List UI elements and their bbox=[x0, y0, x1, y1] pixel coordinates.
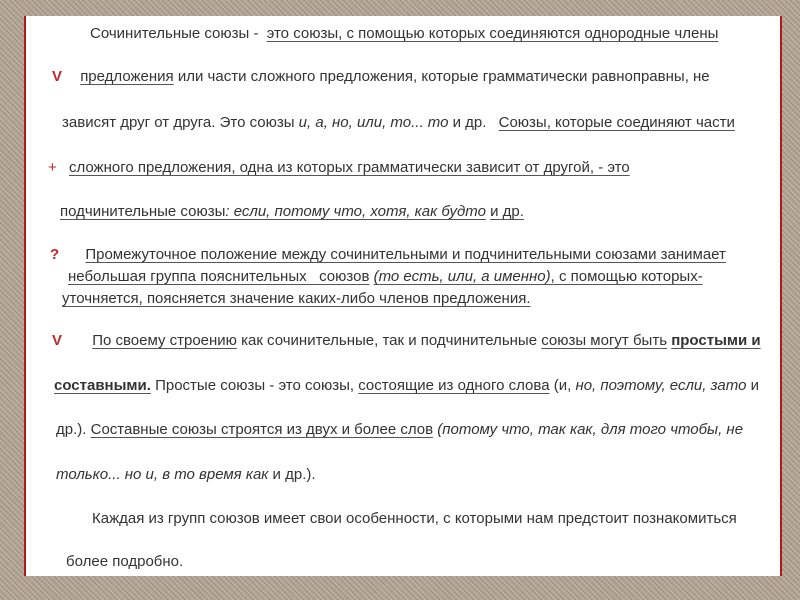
text-line bbox=[48, 159, 630, 177]
underlined-text: уточняется, поясняется значение каких-либо членов предложения. bbox=[62, 290, 531, 307]
bold-term: простыми и bbox=[671, 332, 761, 349]
text-line bbox=[66, 553, 183, 571]
examples-italic: (то есть, или, а именно) bbox=[373, 268, 551, 285]
v-marker: V bbox=[52, 332, 63, 349]
underlined-text: сложного предложения, одна из которых грамматически зависит от другой, - это bbox=[68, 159, 630, 176]
text-line bbox=[56, 421, 743, 439]
term-subordinating-conjunctions: подчинительные союзы bbox=[60, 203, 226, 220]
underlined-text: Составные союзы строятся из двух и более слов bbox=[90, 421, 434, 438]
text-line bbox=[68, 268, 703, 286]
text-line bbox=[92, 510, 737, 528]
definition-text: это союзы, с помощью которых соединяются однородные члены bbox=[266, 25, 719, 42]
plain-text: как сочинительные, так и подчинительные bbox=[241, 332, 538, 349]
plain-text: и др. bbox=[452, 114, 487, 131]
examples-italic: но, поэтому, если, зато bbox=[575, 377, 747, 394]
underlined-text: Союзы, которые соединяют части bbox=[498, 114, 735, 131]
bold-term: составными. bbox=[54, 377, 151, 394]
underlined-text: Промежуточное положение между сочинительными и подчинительными союзами занимает bbox=[85, 246, 726, 263]
underlined-text: По своему строению bbox=[92, 332, 237, 349]
examples-italic: : если, потому что, хотя, как будто bbox=[225, 203, 486, 220]
plain-text: и bbox=[750, 377, 759, 394]
plus-marker: + bbox=[48, 159, 57, 176]
plain-text: Простые союзы - это союзы, bbox=[155, 377, 355, 394]
plain-text: др.). bbox=[56, 421, 87, 438]
examples-italic: (потому что, так как, для того чтобы, не bbox=[437, 421, 744, 438]
plain-text: и др.). bbox=[272, 466, 316, 483]
text-line bbox=[62, 114, 735, 132]
examples-italic: и, а, но, или, то... то bbox=[298, 114, 449, 131]
text-line bbox=[52, 68, 710, 86]
underlined-text: , с помощью которых- bbox=[550, 268, 703, 285]
underlined-text: предложения bbox=[80, 68, 174, 85]
underlined-text: небольшая группа пояснительных союзов bbox=[68, 268, 370, 285]
text-line bbox=[60, 203, 524, 221]
text-line bbox=[62, 290, 531, 308]
text-line bbox=[90, 25, 718, 43]
term-coordinating-conjunctions: Сочинительные союзы - bbox=[90, 25, 259, 42]
text-line bbox=[54, 377, 759, 395]
plain-text: и др. bbox=[490, 203, 524, 220]
document-page bbox=[24, 16, 782, 576]
underlined-text: состоящие из одного слова bbox=[358, 377, 550, 394]
examples-italic: только... но и, в то время как bbox=[56, 466, 269, 483]
plain-text: или части сложного предложения, которые грамматически равноправны, не bbox=[177, 68, 710, 85]
text-line bbox=[50, 246, 726, 264]
underlined-text: союзы могут быть bbox=[541, 332, 668, 349]
plain-text: зависят друг от друга. Это союзы bbox=[62, 114, 295, 131]
text-line bbox=[56, 466, 316, 484]
text-line bbox=[52, 332, 761, 350]
v-marker: V bbox=[52, 68, 63, 85]
question-marker: ? bbox=[50, 246, 60, 263]
plain-text: Каждая из групп союзов имеет свои особенности, с которыми нам предстоит познакомиться bbox=[92, 510, 737, 527]
plain-text: более подробно. bbox=[66, 553, 184, 570]
plain-text: (и, bbox=[553, 377, 572, 394]
